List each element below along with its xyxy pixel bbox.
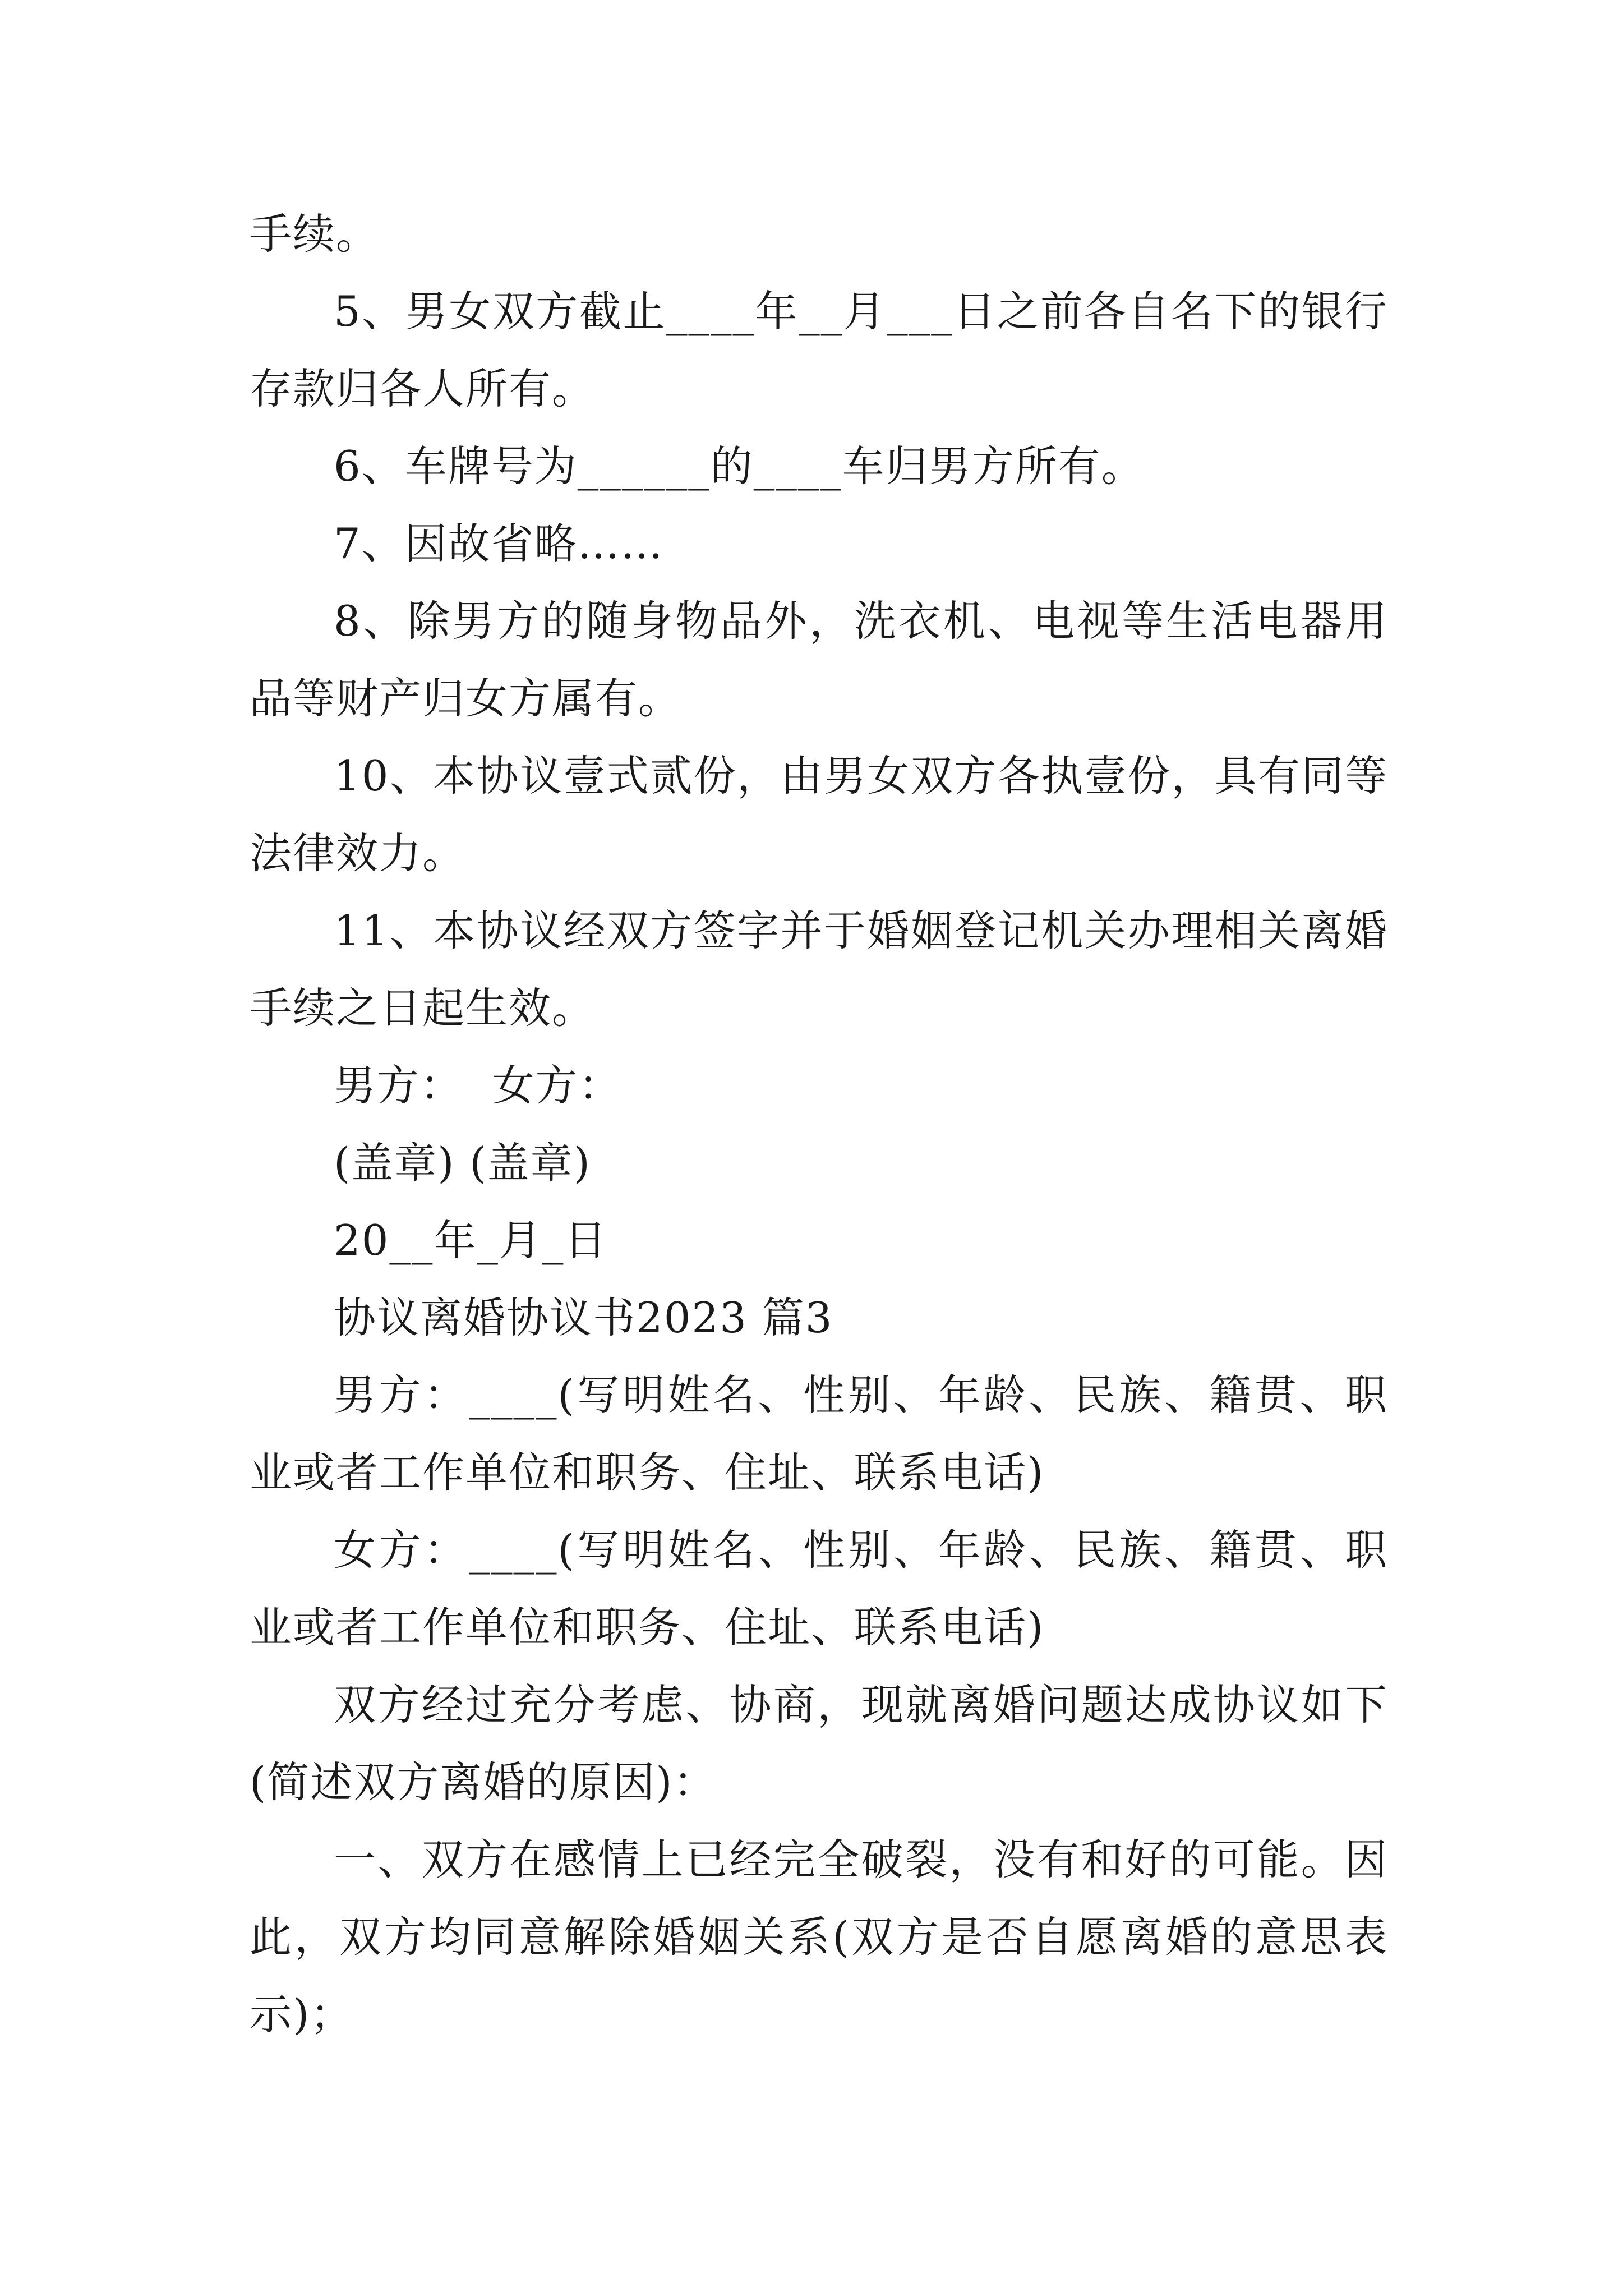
signature-parties: 男方： 女方： <box>334 1061 622 1110</box>
signature-seals: (盖章) (盖章) <box>334 1138 591 1188</box>
paragraph-female-party: 女方：____(写明姓名、性别、年龄、民族、籍贯、职业或者工作单位和职务、住址、联系电话) <box>250 1525 1388 1652</box>
paragraph-agreement-intro: 双方经过充分考虑、协商，现就离婚问题达成协议如下(简述双方离婚的原因)： <box>250 1680 1388 1807</box>
paragraph-item-11: 11、本协议经双方签字并于婚姻登记机关办理相关离婚手续之日起生效。 <box>250 906 1388 1033</box>
paragraph-item-7: 7、因故省略…… <box>334 519 664 568</box>
paragraph-item-6: 6、车牌号为______的____车归男方所有。 <box>334 441 1145 491</box>
paragraph-item-5: 5、男女双方截止____年__月___日之前各自名下的银行存款归各人所有。 <box>250 287 1388 413</box>
paragraph-clause-one: 一、双方在感情上已经完全破裂，没有和好的可能。因此，双方均同意解除婚姻关系(双方是否自愿离婚的意思表示)； <box>250 1835 1388 2039</box>
section-heading: 协议离婚协议书2023 篇3 <box>334 1293 833 1342</box>
signature-date: 20__年_月_日 <box>334 1216 608 1265</box>
paragraph-item-10: 10、本协议壹式贰份，由男女双方各执壹份，具有同等法律效力。 <box>250 751 1388 878</box>
paragraph-continuation: 手续。 <box>250 209 380 259</box>
paragraph-male-party: 男方：____(写明姓名、性别、年龄、民族、籍贯、职业或者工作单位和职务、住址、联系电话) <box>250 1370 1388 1497</box>
document-body <box>250 195 1388 2053</box>
paragraph-item-8: 8、除男方的随身物品外，洗衣机、电视等生活电器用品等财产归女方属有。 <box>250 596 1388 723</box>
